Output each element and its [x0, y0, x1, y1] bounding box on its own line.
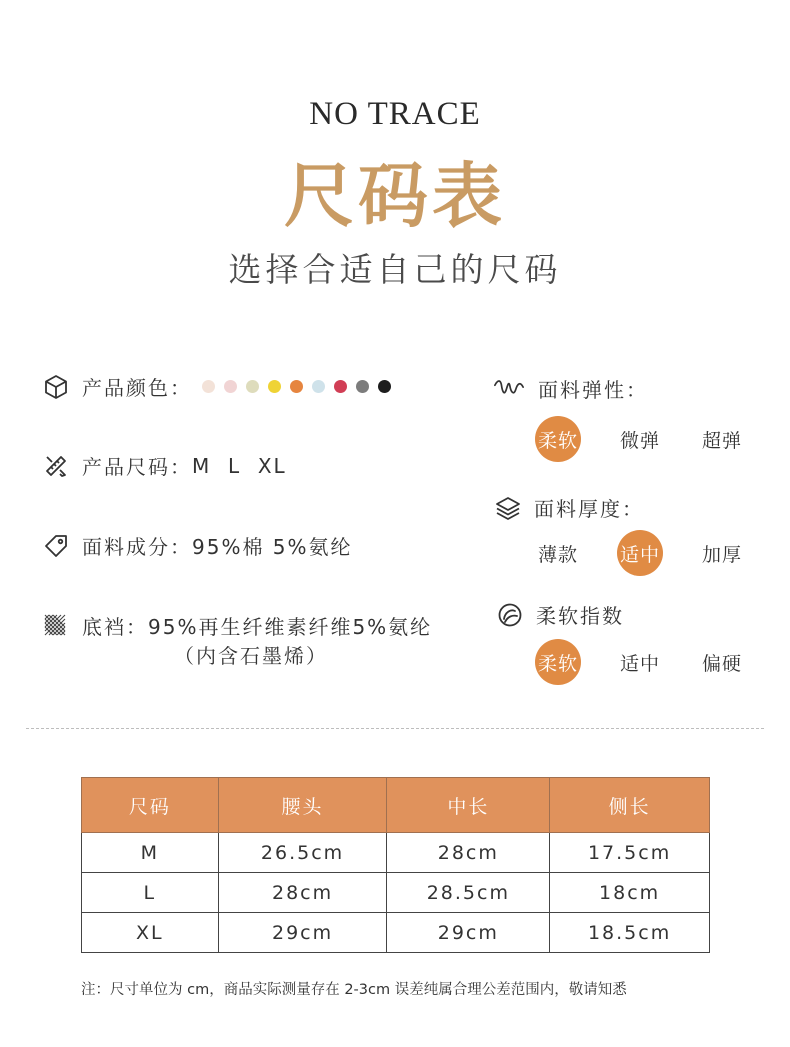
color-swatch [378, 380, 391, 393]
color-swatch [356, 380, 369, 393]
size-label: 产品尺码： [82, 455, 192, 479]
color-swatch [334, 380, 347, 393]
table-header-cell: 腰头 [218, 778, 387, 833]
spec-sizes [42, 451, 287, 480]
fabric-value: 95%棉 5%氨纶 [192, 535, 353, 559]
crotch-value: 95%再生纤维素纤维5%氨纶 [148, 615, 433, 639]
tag-icon [42, 532, 70, 560]
table-header-row [82, 778, 710, 833]
prop-softness-heading [496, 600, 624, 629]
brand-name: NO TRACE [309, 96, 481, 132]
table-row [82, 913, 710, 953]
elasticity-option: 微弹 [619, 429, 660, 452]
table-cell: 18cm [550, 873, 710, 913]
table-header-cell: 中长 [387, 778, 550, 833]
softness-label: 柔软指数 [536, 604, 624, 628]
color-label: 产品颜色： [82, 376, 192, 400]
thickness-option-selected: 适中 [617, 530, 663, 576]
table-header-cell: 侧长 [550, 778, 710, 833]
box-icon [42, 373, 70, 401]
footnote: 注：尺寸单位为 cm，商品实际测量存在 2-3cm 误差纯属合理公差范围内，敬请知悉 [81, 982, 627, 998]
softness-options [535, 639, 745, 685]
table-cell: XL [82, 913, 219, 953]
elasticity-option: 超弹 [701, 429, 742, 452]
color-swatch [246, 380, 259, 393]
size-value: M L XL [192, 453, 287, 478]
table-cell: 28cm [218, 873, 387, 913]
elasticity-label: 面料弹性： [538, 378, 648, 402]
table-cell: 29cm [218, 913, 387, 953]
color-swatches [202, 380, 400, 393]
table-cell: L [82, 873, 219, 913]
color-swatch [290, 380, 303, 393]
thickness-label: 面料厚度： [534, 497, 644, 521]
softness-option-selected: 柔软 [535, 639, 581, 685]
color-swatch [224, 380, 237, 393]
table-row [82, 833, 710, 873]
table-header-cell: 尺码 [82, 778, 219, 833]
color-swatch [268, 380, 281, 393]
table-row [82, 873, 710, 913]
swirl-icon [496, 601, 524, 629]
spec-fabric [42, 531, 353, 560]
table-cell: 18.5cm [550, 913, 710, 953]
spec-crotch [42, 611, 432, 640]
page-subtitle: 选择合适自己的尺码 [228, 250, 562, 289]
ruler-pencil-icon [42, 452, 70, 480]
elasticity-option-selected: 柔软 [535, 416, 581, 462]
wave-stretch-icon [492, 375, 526, 403]
page-title: 尺码表 [284, 154, 506, 237]
thickness-option: 薄款 [537, 543, 578, 566]
crotch-label: 底裆： [82, 615, 148, 639]
thickness-option: 加厚 [701, 543, 742, 566]
table-cell: M [82, 833, 219, 873]
table-cell: 26.5cm [218, 833, 387, 873]
prop-thickness-heading [494, 493, 644, 522]
prop-elasticity-heading [492, 374, 648, 403]
table-cell: 17.5cm [550, 833, 710, 873]
softness-option: 偏硬 [701, 652, 742, 675]
table-cell: 28.5cm [387, 873, 550, 913]
thickness-options [535, 530, 745, 576]
size-table [81, 777, 710, 953]
fabric-label: 面料成分： [82, 535, 192, 559]
softness-option: 适中 [619, 652, 660, 675]
color-swatch [312, 380, 325, 393]
color-swatch [202, 380, 215, 393]
elasticity-options [535, 416, 745, 462]
layers-icon [494, 494, 522, 522]
table-cell: 29cm [387, 913, 550, 953]
spec-colors [42, 372, 400, 401]
crotch-note: （内含石墨烯） [174, 644, 328, 668]
table-cell: 28cm [387, 833, 550, 873]
mesh-pattern-icon [42, 612, 70, 640]
dashed-divider [26, 728, 764, 729]
